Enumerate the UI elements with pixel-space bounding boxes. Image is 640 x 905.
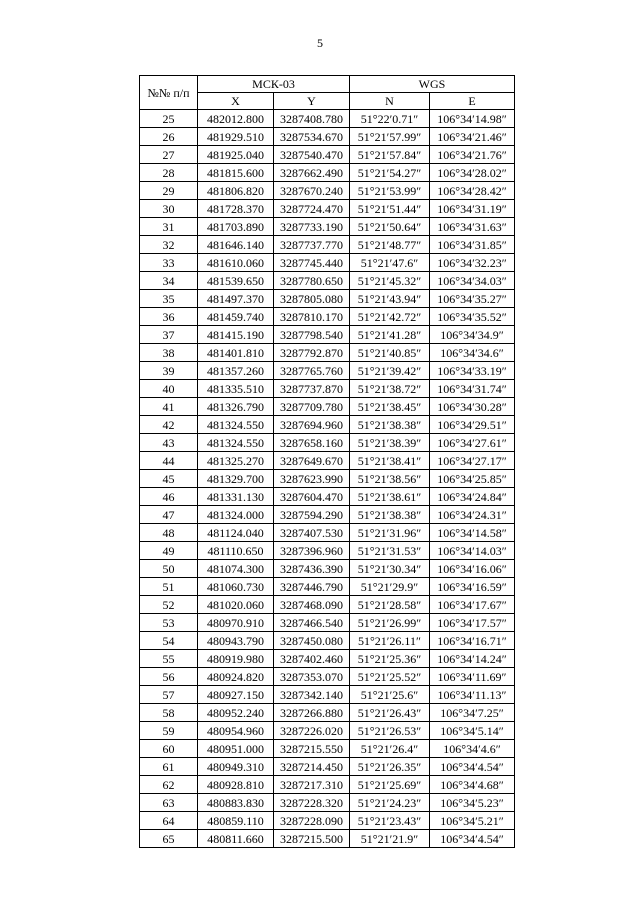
cell-e: 106°34′31.63″ (430, 218, 515, 236)
cell-x: 481124.040 (198, 524, 274, 542)
cell-e: 106°34′17.67″ (430, 596, 515, 614)
table-row (140, 272, 515, 290)
cell-x: 481020.060 (198, 596, 274, 614)
cell-y: 3287215.500 (274, 830, 350, 848)
cell-number: 45 (140, 470, 198, 488)
cell-e: 106°34′31.74″ (430, 380, 515, 398)
table-row (140, 254, 515, 272)
cell-e: 106°34′35.27″ (430, 290, 515, 308)
cell-x: 480883.830 (198, 794, 274, 812)
table-row (140, 434, 515, 452)
cell-x: 480943.790 (198, 632, 274, 650)
table-row (140, 308, 515, 326)
column-group-wgs: WGS (350, 76, 515, 93)
cell-e: 106°34′14.24″ (430, 650, 515, 668)
cell-number: 61 (140, 758, 198, 776)
cell-x: 480954.960 (198, 722, 274, 740)
page-number: 5 (317, 36, 323, 50)
cell-y: 3287658.160 (274, 434, 350, 452)
cell-n: 51°21′28.58″ (350, 596, 430, 614)
table-row (140, 794, 515, 812)
cell-e: 106°34′4.68″ (430, 776, 515, 794)
cell-x: 481325.270 (198, 452, 274, 470)
table-row (140, 128, 515, 146)
cell-x: 480952.240 (198, 704, 274, 722)
cell-e: 106°34′14.98″ (430, 110, 515, 128)
cell-e: 106°34′32.23″ (430, 254, 515, 272)
cell-e: 106°34′16.59″ (430, 578, 515, 596)
cell-x: 481703.890 (198, 218, 274, 236)
cell-number: 46 (140, 488, 198, 506)
cell-number: 30 (140, 200, 198, 218)
cell-y: 3287468.090 (274, 596, 350, 614)
cell-y: 3287396.960 (274, 542, 350, 560)
column-header-y: Y (274, 93, 350, 110)
cell-e: 106°34′14.03″ (430, 542, 515, 560)
cell-y: 3287604.470 (274, 488, 350, 506)
table-row (140, 578, 515, 596)
cell-n: 51°21′26.43″ (350, 704, 430, 722)
cell-x: 481324.550 (198, 434, 274, 452)
table-row (140, 398, 515, 416)
cell-e: 106°34′16.06″ (430, 560, 515, 578)
cell-n: 51°21′29.9″ (350, 578, 430, 596)
cell-number: 60 (140, 740, 198, 758)
cell-e: 106°34′34.9″ (430, 326, 515, 344)
cell-number: 50 (140, 560, 198, 578)
cell-x: 481610.060 (198, 254, 274, 272)
cell-number: 54 (140, 632, 198, 650)
table-row (140, 596, 515, 614)
cell-x: 480927.150 (198, 686, 274, 704)
cell-x: 480970.910 (198, 614, 274, 632)
cell-e: 106°34′24.31″ (430, 506, 515, 524)
cell-n: 51°22′0.71″ (350, 110, 430, 128)
table-row (140, 776, 515, 794)
cell-number: 35 (140, 290, 198, 308)
cell-y: 3287724.470 (274, 200, 350, 218)
cell-number: 58 (140, 704, 198, 722)
cell-e: 106°34′11.69″ (430, 668, 515, 686)
table-row (140, 686, 515, 704)
cell-y: 3287709.780 (274, 398, 350, 416)
table-row (140, 110, 515, 128)
table-row (140, 704, 515, 722)
cell-n: 51°21′26.11″ (350, 632, 430, 650)
cell-e: 106°34′4.54″ (430, 758, 515, 776)
cell-n: 51°21′50.64″ (350, 218, 430, 236)
cell-number: 59 (140, 722, 198, 740)
cell-e: 106°34′27.17″ (430, 452, 515, 470)
cell-n: 51°21′24.23″ (350, 794, 430, 812)
cell-n: 51°21′41.28″ (350, 326, 430, 344)
cell-number: 29 (140, 182, 198, 200)
table-row (140, 452, 515, 470)
cell-number: 65 (140, 830, 198, 848)
cell-number: 40 (140, 380, 198, 398)
cell-number: 47 (140, 506, 198, 524)
cell-x: 481335.510 (198, 380, 274, 398)
cell-x: 480949.310 (198, 758, 274, 776)
cell-e: 106°34′29.51″ (430, 416, 515, 434)
cell-y: 3287798.540 (274, 326, 350, 344)
table-row (140, 524, 515, 542)
cell-y: 3287353.070 (274, 668, 350, 686)
cell-number: 38 (140, 344, 198, 362)
table-row (140, 236, 515, 254)
cell-number: 26 (140, 128, 198, 146)
cell-y: 3287228.320 (274, 794, 350, 812)
cell-x: 481326.790 (198, 398, 274, 416)
table-row (140, 380, 515, 398)
cell-y: 3287214.450 (274, 758, 350, 776)
cell-number: 64 (140, 812, 198, 830)
cell-number: 25 (140, 110, 198, 128)
table-row (140, 146, 515, 164)
cell-e: 106°34′4.6″ (430, 740, 515, 758)
cell-n: 51°21′38.38″ (350, 506, 430, 524)
cell-n: 51°21′31.53″ (350, 542, 430, 560)
cell-n: 51°21′26.4″ (350, 740, 430, 758)
cell-e: 106°34′28.02″ (430, 164, 515, 182)
table-row (140, 326, 515, 344)
cell-x: 481497.370 (198, 290, 274, 308)
table-row (140, 362, 515, 380)
cell-n: 51°21′45.32″ (350, 272, 430, 290)
cell-x: 480924.820 (198, 668, 274, 686)
cell-x: 481329.700 (198, 470, 274, 488)
cell-n: 51°21′26.35″ (350, 758, 430, 776)
cell-number: 57 (140, 686, 198, 704)
table-row (140, 416, 515, 434)
cell-e: 106°34′28.42″ (430, 182, 515, 200)
cell-y: 3287733.190 (274, 218, 350, 236)
cell-n: 51°21′38.72″ (350, 380, 430, 398)
cell-y: 3287780.650 (274, 272, 350, 290)
cell-number: 52 (140, 596, 198, 614)
cell-e: 106°34′5.21″ (430, 812, 515, 830)
cell-number: 39 (140, 362, 198, 380)
cell-e: 106°34′25.85″ (430, 470, 515, 488)
cell-y: 3287407.530 (274, 524, 350, 542)
column-group-msk: МСК-03 (198, 76, 350, 93)
cell-e: 106°34′24.84″ (430, 488, 515, 506)
column-header-e: E (430, 93, 515, 110)
cell-y: 3287342.140 (274, 686, 350, 704)
table-body (140, 110, 515, 848)
cell-n: 51°21′57.84″ (350, 146, 430, 164)
table-row (140, 668, 515, 686)
cell-n: 51°21′40.85″ (350, 344, 430, 362)
cell-y: 3287540.470 (274, 146, 350, 164)
cell-x: 481925.040 (198, 146, 274, 164)
cell-number: 32 (140, 236, 198, 254)
cell-e: 106°34′30.28″ (430, 398, 515, 416)
cell-x: 481401.810 (198, 344, 274, 362)
cell-n: 51°21′51.44″ (350, 200, 430, 218)
cell-e: 106°34′4.54″ (430, 830, 515, 848)
cell-number: 28 (140, 164, 198, 182)
cell-y: 3287446.790 (274, 578, 350, 596)
cell-e: 106°34′27.61″ (430, 434, 515, 452)
cell-y: 3287737.870 (274, 380, 350, 398)
cell-n: 51°21′26.99″ (350, 614, 430, 632)
cell-n: 51°21′47.6″ (350, 254, 430, 272)
cell-y: 3287226.020 (274, 722, 350, 740)
table-row (140, 614, 515, 632)
table-row (140, 344, 515, 362)
cell-y: 3287694.960 (274, 416, 350, 434)
cell-e: 106°34′5.23″ (430, 794, 515, 812)
cell-number: 34 (140, 272, 198, 290)
cell-x: 480951.000 (198, 740, 274, 758)
cell-e: 106°34′5.14″ (430, 722, 515, 740)
table-row (140, 200, 515, 218)
cell-x: 481331.130 (198, 488, 274, 506)
cell-number: 31 (140, 218, 198, 236)
cell-e: 106°34′31.19″ (430, 200, 515, 218)
cell-n: 51°21′30.34″ (350, 560, 430, 578)
cell-y: 3287810.170 (274, 308, 350, 326)
cell-y: 3287534.670 (274, 128, 350, 146)
cell-x: 481539.650 (198, 272, 274, 290)
cell-x: 482012.800 (198, 110, 274, 128)
coordinates-table (139, 75, 515, 848)
cell-n: 51°21′48.77″ (350, 236, 430, 254)
table-row (140, 506, 515, 524)
cell-y: 3287745.440 (274, 254, 350, 272)
cell-y: 3287228.090 (274, 812, 350, 830)
cell-n: 51°21′23.43″ (350, 812, 430, 830)
cell-x: 480928.810 (198, 776, 274, 794)
cell-number: 62 (140, 776, 198, 794)
cell-n: 51°21′53.99″ (350, 182, 430, 200)
cell-number: 37 (140, 326, 198, 344)
cell-number: 55 (140, 650, 198, 668)
cell-x: 481459.740 (198, 308, 274, 326)
column-header-n: N (350, 93, 430, 110)
cell-number: 53 (140, 614, 198, 632)
cell-y: 3287662.490 (274, 164, 350, 182)
cell-n: 51°21′38.45″ (350, 398, 430, 416)
cell-n: 51°21′38.56″ (350, 470, 430, 488)
cell-x: 481646.140 (198, 236, 274, 254)
table-row (140, 560, 515, 578)
cell-x: 481728.370 (198, 200, 274, 218)
cell-x: 481415.190 (198, 326, 274, 344)
cell-x: 481110.650 (198, 542, 274, 560)
cell-x: 480919.980 (198, 650, 274, 668)
cell-number: 51 (140, 578, 198, 596)
cell-number: 33 (140, 254, 198, 272)
cell-y: 3287594.290 (274, 506, 350, 524)
cell-e: 106°34′34.03″ (430, 272, 515, 290)
table-row (140, 812, 515, 830)
cell-x: 481324.000 (198, 506, 274, 524)
cell-n: 51°21′31.96″ (350, 524, 430, 542)
table-header-row-groups (140, 76, 515, 93)
column-header-number: №№ п/п (140, 76, 198, 110)
table-row (140, 218, 515, 236)
cell-n: 51°21′43.94″ (350, 290, 430, 308)
cell-y: 3287266.880 (274, 704, 350, 722)
cell-n: 51°21′25.36″ (350, 650, 430, 668)
cell-n: 51°21′57.99″ (350, 128, 430, 146)
cell-x: 481357.260 (198, 362, 274, 380)
cell-e: 106°34′35.52″ (430, 308, 515, 326)
cell-x: 480859.110 (198, 812, 274, 830)
cell-y: 3287805.080 (274, 290, 350, 308)
cell-n: 51°21′39.42″ (350, 362, 430, 380)
cell-e: 106°34′7.25″ (430, 704, 515, 722)
cell-x: 480811.660 (198, 830, 274, 848)
cell-n: 51°21′21.9″ (350, 830, 430, 848)
cell-e: 106°34′34.6″ (430, 344, 515, 362)
cell-y: 3287765.760 (274, 362, 350, 380)
cell-n: 51°21′26.53″ (350, 722, 430, 740)
cell-n: 51°21′25.69″ (350, 776, 430, 794)
cell-x: 481324.550 (198, 416, 274, 434)
cell-number: 43 (140, 434, 198, 452)
cell-y: 3287737.770 (274, 236, 350, 254)
cell-number: 27 (140, 146, 198, 164)
cell-n: 51°21′25.6″ (350, 686, 430, 704)
table-row (140, 164, 515, 182)
table-header (140, 76, 515, 110)
cell-number: 36 (140, 308, 198, 326)
cell-y: 3287436.390 (274, 560, 350, 578)
cell-number: 44 (140, 452, 198, 470)
cell-n: 51°21′38.39″ (350, 434, 430, 452)
table-row (140, 650, 515, 668)
cell-number: 41 (140, 398, 198, 416)
cell-y: 3287215.550 (274, 740, 350, 758)
cell-y: 3287623.990 (274, 470, 350, 488)
cell-x: 481815.600 (198, 164, 274, 182)
cell-y: 3287466.540 (274, 614, 350, 632)
cell-y: 3287402.460 (274, 650, 350, 668)
cell-number: 56 (140, 668, 198, 686)
cell-y: 3287670.240 (274, 182, 350, 200)
cell-y: 3287217.310 (274, 776, 350, 794)
cell-n: 51°21′54.27″ (350, 164, 430, 182)
cell-number: 48 (140, 524, 198, 542)
table-row (140, 632, 515, 650)
cell-e: 106°34′21.46″ (430, 128, 515, 146)
cell-x: 481074.300 (198, 560, 274, 578)
cell-y: 3287792.870 (274, 344, 350, 362)
table-row (140, 290, 515, 308)
cell-e: 106°34′33.19″ (430, 362, 515, 380)
column-header-x: X (198, 93, 274, 110)
cell-e: 106°34′21.76″ (430, 146, 515, 164)
table-row (140, 740, 515, 758)
cell-y: 3287408.780 (274, 110, 350, 128)
table-row (140, 470, 515, 488)
cell-e: 106°34′16.71″ (430, 632, 515, 650)
cell-n: 51°21′25.52″ (350, 668, 430, 686)
table-row (140, 488, 515, 506)
cell-n: 51°21′38.38″ (350, 416, 430, 434)
table-row (140, 182, 515, 200)
cell-number: 63 (140, 794, 198, 812)
cell-x: 481806.820 (198, 182, 274, 200)
cell-number: 42 (140, 416, 198, 434)
table-row (140, 542, 515, 560)
cell-n: 51°21′38.41″ (350, 452, 430, 470)
table-row (140, 830, 515, 848)
table-row (140, 722, 515, 740)
cell-e: 106°34′31.85″ (430, 236, 515, 254)
cell-e: 106°34′11.13″ (430, 686, 515, 704)
cell-y: 3287649.670 (274, 452, 350, 470)
cell-y: 3287450.080 (274, 632, 350, 650)
table-row (140, 758, 515, 776)
cell-number: 49 (140, 542, 198, 560)
cell-x: 481060.730 (198, 578, 274, 596)
cell-e: 106°34′17.57″ (430, 614, 515, 632)
cell-n: 51°21′38.61″ (350, 488, 430, 506)
cell-x: 481929.510 (198, 128, 274, 146)
cell-n: 51°21′42.72″ (350, 308, 430, 326)
cell-e: 106°34′14.58″ (430, 524, 515, 542)
